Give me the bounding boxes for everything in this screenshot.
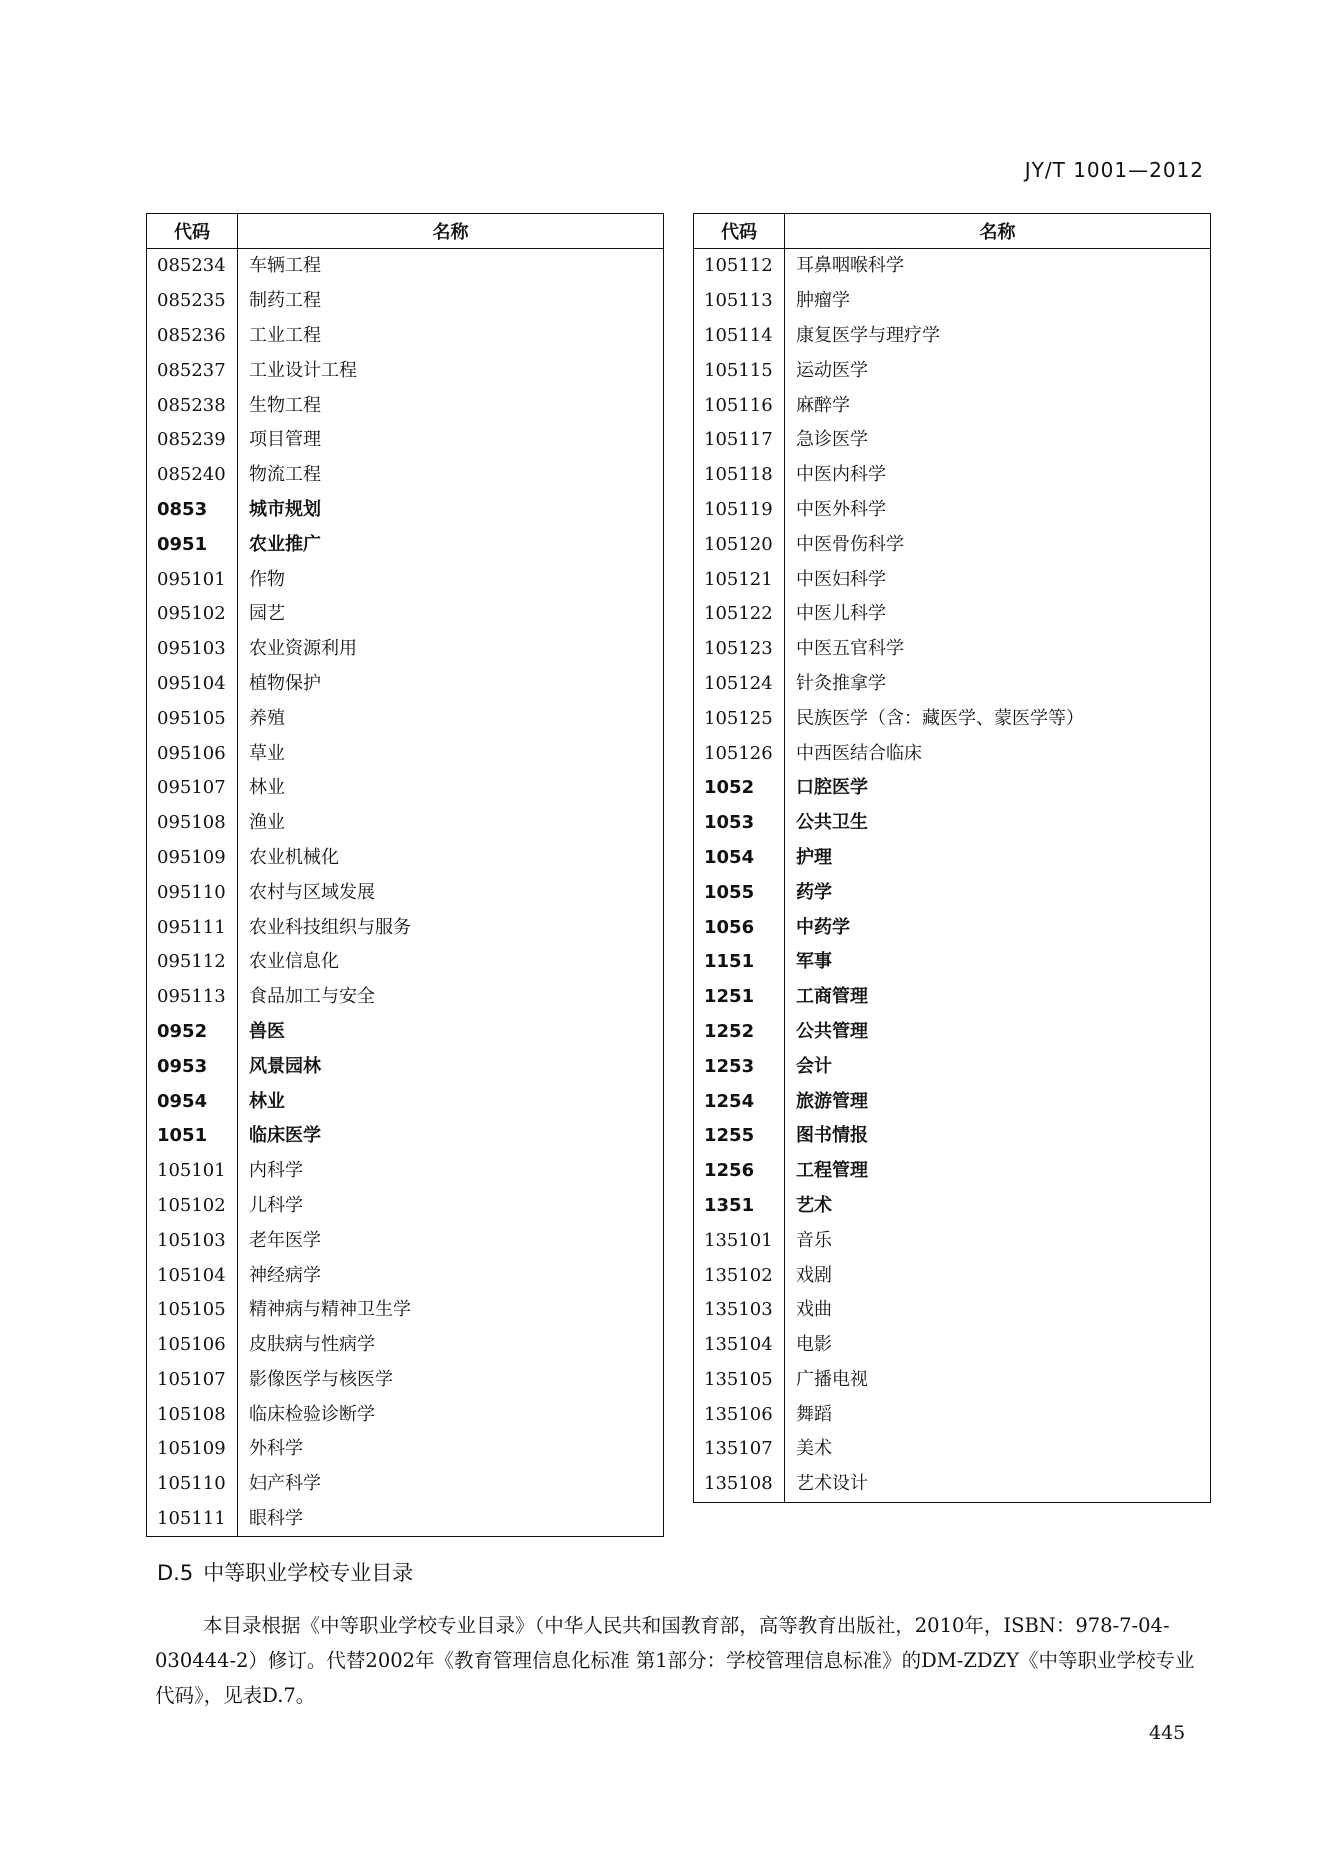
code-cell: 095106 (147, 736, 238, 771)
table-row (147, 1189, 664, 1224)
code-cell: 105114 (694, 319, 785, 354)
table-row (694, 1467, 1211, 1502)
name-cell: 口腔医学 (785, 771, 1211, 806)
table-row (694, 1049, 1211, 1084)
table-header-row (147, 214, 664, 249)
name-cell: 农业机械化 (238, 841, 664, 876)
name-cell: 音乐 (785, 1223, 1211, 1258)
code-cell: 095113 (147, 980, 238, 1015)
table-row (694, 1084, 1211, 1119)
table-row (694, 1258, 1211, 1293)
name-cell: 戏剧 (785, 1258, 1211, 1293)
table-row (147, 667, 664, 702)
name-cell: 物流工程 (238, 458, 664, 493)
code-cell: 0953 (147, 1049, 238, 1084)
name-cell: 农业资源利用 (238, 632, 664, 667)
name-cell: 针灸推拿学 (785, 667, 1211, 702)
table-row (694, 1223, 1211, 1258)
code-cell: 105107 (147, 1363, 238, 1398)
code-table-right (693, 213, 1211, 1503)
code-cell: 1254 (694, 1084, 785, 1119)
code-cell: 105113 (694, 284, 785, 319)
column-header-name: 名称 (238, 214, 664, 249)
table-row (147, 875, 664, 910)
code-cell: 105122 (694, 597, 785, 632)
code-cell: 095104 (147, 667, 238, 702)
code-cell: 095102 (147, 597, 238, 632)
table-row (694, 1293, 1211, 1328)
name-cell: 园艺 (238, 597, 664, 632)
name-cell: 美术 (785, 1432, 1211, 1467)
table-row (694, 910, 1211, 945)
name-cell: 农业科技组织与服务 (238, 910, 664, 945)
table-row (147, 249, 664, 284)
name-cell: 护理 (785, 841, 1211, 876)
code-cell: 105117 (694, 423, 785, 458)
standard-number: JY/T 1001—2012 (1024, 158, 1204, 182)
code-cell: 1256 (694, 1154, 785, 1189)
name-cell: 中医妇科学 (785, 562, 1211, 597)
code-cell: 105102 (147, 1189, 238, 1224)
name-cell: 影像医学与核医学 (238, 1363, 664, 1398)
table-row (147, 1223, 664, 1258)
table-row (147, 1119, 664, 1154)
table-row (147, 423, 664, 458)
name-cell: 工商管理 (785, 980, 1211, 1015)
name-cell: 药学 (785, 875, 1211, 910)
name-cell: 公共卫生 (785, 806, 1211, 841)
code-cell: 105104 (147, 1258, 238, 1293)
code-cell: 085236 (147, 319, 238, 354)
code-cell: 1055 (694, 875, 785, 910)
code-cell: 1053 (694, 806, 785, 841)
table-row (694, 1328, 1211, 1363)
table-row (694, 527, 1211, 562)
name-cell: 公共管理 (785, 1015, 1211, 1050)
table-row (147, 1432, 664, 1467)
name-cell: 中医内科学 (785, 458, 1211, 493)
code-cell: 105116 (694, 388, 785, 423)
name-cell: 麻醉学 (785, 388, 1211, 423)
code-cell: 105109 (147, 1432, 238, 1467)
code-cell: 105124 (694, 667, 785, 702)
table-row (694, 1189, 1211, 1224)
code-cell: 105125 (694, 701, 785, 736)
code-cell: 085237 (147, 353, 238, 388)
name-cell: 戏曲 (785, 1293, 1211, 1328)
code-cell: 1056 (694, 910, 785, 945)
name-cell: 会计 (785, 1049, 1211, 1084)
code-cell: 105111 (147, 1502, 238, 1537)
code-cell: 105123 (694, 632, 785, 667)
name-cell: 舞蹈 (785, 1397, 1211, 1432)
code-cell: 105115 (694, 353, 785, 388)
name-cell: 老年医学 (238, 1223, 664, 1258)
section-title: 中等职业学校专业目录 (203, 1561, 414, 1585)
table-row (694, 493, 1211, 528)
table-row (147, 945, 664, 980)
table-row (147, 562, 664, 597)
code-cell: 105112 (694, 249, 785, 284)
name-cell: 农业信息化 (238, 945, 664, 980)
table-row (147, 1293, 664, 1328)
code-cell: 0853 (147, 493, 238, 528)
page-number: 445 (1149, 1722, 1186, 1744)
table-row (147, 1467, 664, 1502)
name-cell: 图书情报 (785, 1119, 1211, 1154)
table-row (147, 388, 664, 423)
table-row (147, 1397, 664, 1432)
table-header-row (694, 214, 1211, 249)
code-cell: 135107 (694, 1432, 785, 1467)
table-row (694, 1015, 1211, 1050)
name-cell: 工程管理 (785, 1154, 1211, 1189)
code-cell: 105121 (694, 562, 785, 597)
name-cell: 农业推广 (238, 527, 664, 562)
table-row (147, 701, 664, 736)
name-cell: 外科学 (238, 1432, 664, 1467)
name-cell: 中医五官科学 (785, 632, 1211, 667)
name-cell: 临床检验诊断学 (238, 1397, 664, 1432)
table-row (694, 249, 1211, 284)
table-row (147, 1502, 664, 1537)
name-cell: 妇产科学 (238, 1467, 664, 1502)
table-row (147, 1328, 664, 1363)
code-cell: 095108 (147, 806, 238, 841)
code-cell: 135104 (694, 1328, 785, 1363)
code-cell: 135105 (694, 1363, 785, 1398)
code-cell: 095111 (147, 910, 238, 945)
name-cell: 军事 (785, 945, 1211, 980)
name-cell: 中医儿科学 (785, 597, 1211, 632)
name-cell: 工业设计工程 (238, 353, 664, 388)
name-cell: 广播电视 (785, 1363, 1211, 1398)
code-cell: 095110 (147, 875, 238, 910)
code-cell: 095109 (147, 841, 238, 876)
name-cell: 儿科学 (238, 1189, 664, 1224)
table-row (694, 771, 1211, 806)
code-cell: 085235 (147, 284, 238, 319)
section-heading (157, 1557, 423, 1587)
code-cell: 105106 (147, 1328, 238, 1363)
table-row (147, 980, 664, 1015)
name-cell: 渔业 (238, 806, 664, 841)
code-cell: 095107 (147, 771, 238, 806)
table-row (147, 458, 664, 493)
code-table-left (146, 213, 664, 1537)
code-cell: 135101 (694, 1223, 785, 1258)
name-cell: 养殖 (238, 701, 664, 736)
code-cell: 0952 (147, 1015, 238, 1050)
table-row (694, 980, 1211, 1015)
name-cell: 内科学 (238, 1154, 664, 1189)
name-cell: 艺术设计 (785, 1467, 1211, 1502)
name-cell: 电影 (785, 1328, 1211, 1363)
code-cell: 135102 (694, 1258, 785, 1293)
code-cell: 1251 (694, 980, 785, 1015)
table-row (694, 806, 1211, 841)
code-cell: 105126 (694, 736, 785, 771)
table-row (694, 388, 1211, 423)
name-cell: 农村与区域发展 (238, 875, 664, 910)
table-row (147, 910, 664, 945)
name-cell: 草业 (238, 736, 664, 771)
code-cell: 1252 (694, 1015, 785, 1050)
code-cell: 1151 (694, 945, 785, 980)
name-cell: 项目管理 (238, 423, 664, 458)
code-cell: 085240 (147, 458, 238, 493)
table-row (694, 1397, 1211, 1432)
table-row (694, 701, 1211, 736)
code-cell: 095101 (147, 562, 238, 597)
code-cell: 085238 (147, 388, 238, 423)
name-cell: 耳鼻咽喉科学 (785, 249, 1211, 284)
column-header-code: 代码 (694, 214, 785, 249)
table-row (694, 632, 1211, 667)
table-row (147, 493, 664, 528)
name-cell: 食品加工与安全 (238, 980, 664, 1015)
table-row (147, 771, 664, 806)
name-cell: 运动医学 (785, 353, 1211, 388)
name-cell: 康复医学与理疗学 (785, 319, 1211, 354)
table-row (147, 1049, 664, 1084)
table-row (147, 1258, 664, 1293)
name-cell: 兽医 (238, 1015, 664, 1050)
name-cell: 中医外科学 (785, 493, 1211, 528)
table-row (147, 841, 664, 876)
code-cell: 1351 (694, 1189, 785, 1224)
code-cell: 095103 (147, 632, 238, 667)
name-cell: 城市规划 (238, 493, 664, 528)
name-cell: 中药学 (785, 910, 1211, 945)
table-row (147, 353, 664, 388)
code-cell: 135103 (694, 1293, 785, 1328)
table-row (694, 353, 1211, 388)
name-cell: 林业 (238, 1084, 664, 1119)
code-cell: 1255 (694, 1119, 785, 1154)
table-row (147, 736, 664, 771)
table-row (147, 1363, 664, 1398)
name-cell: 眼科学 (238, 1502, 664, 1537)
name-cell: 作物 (238, 562, 664, 597)
name-cell: 制药工程 (238, 284, 664, 319)
code-cell: 0951 (147, 527, 238, 562)
table-row (147, 284, 664, 319)
code-cell: 105103 (147, 1223, 238, 1258)
table-row (694, 667, 1211, 702)
name-cell: 艺术 (785, 1189, 1211, 1224)
name-cell: 植物保护 (238, 667, 664, 702)
column-header-code: 代码 (147, 214, 238, 249)
column-header-name: 名称 (785, 214, 1211, 249)
name-cell: 中医骨伤科学 (785, 527, 1211, 562)
code-cell: 0954 (147, 1084, 238, 1119)
table-row (694, 1432, 1211, 1467)
code-cell: 135108 (694, 1467, 785, 1502)
table-row (147, 597, 664, 632)
table-row (694, 458, 1211, 493)
table-row (147, 1154, 664, 1189)
code-cell: 1051 (147, 1119, 238, 1154)
name-cell: 神经病学 (238, 1258, 664, 1293)
table-row (694, 319, 1211, 354)
table-row (694, 562, 1211, 597)
table-row (694, 736, 1211, 771)
code-cell: 105108 (147, 1397, 238, 1432)
table-row (147, 1015, 664, 1050)
name-cell: 急诊医学 (785, 423, 1211, 458)
table-row (147, 1084, 664, 1119)
name-cell: 中西医结合临床 (785, 736, 1211, 771)
table-row (694, 597, 1211, 632)
table-row (147, 319, 664, 354)
table-row (694, 945, 1211, 980)
code-cell: 085239 (147, 423, 238, 458)
code-cell: 105120 (694, 527, 785, 562)
table-row (147, 527, 664, 562)
code-cell: 105119 (694, 493, 785, 528)
name-cell: 肿瘤学 (785, 284, 1211, 319)
table-row (147, 632, 664, 667)
name-cell: 风景园林 (238, 1049, 664, 1084)
code-cell: 1253 (694, 1049, 785, 1084)
code-cell: 1052 (694, 771, 785, 806)
code-cell: 105101 (147, 1154, 238, 1189)
table-row (694, 1154, 1211, 1189)
name-cell: 皮肤病与性病学 (238, 1328, 664, 1363)
table-row (147, 806, 664, 841)
code-cell: 085234 (147, 249, 238, 284)
code-cell: 105105 (147, 1293, 238, 1328)
section-paragraph: 本目录根据《中等职业学校专业目录》（中华人民共和国教育部，高等教育出版社，2010年，ISBN：978-7-04-030444-2）修订。代替2002年《教育管理信息化标准 第1部分：学校管理信息标准》的DM-ZDZY《中等职业学校专业代码》，见表D.7。 (155, 1614, 1195, 1707)
table-row (694, 1363, 1211, 1398)
code-cell: 1054 (694, 841, 785, 876)
name-cell: 车辆工程 (238, 249, 664, 284)
table-row (694, 284, 1211, 319)
name-cell: 精神病与精神卫生学 (238, 1293, 664, 1328)
name-cell: 旅游管理 (785, 1084, 1211, 1119)
section-number: D.5 (157, 1561, 194, 1585)
table-row (694, 875, 1211, 910)
table-row (694, 841, 1211, 876)
table-row (694, 423, 1211, 458)
code-cell: 105118 (694, 458, 785, 493)
code-cell: 105110 (147, 1467, 238, 1502)
name-cell: 临床医学 (238, 1119, 664, 1154)
name-cell: 工业工程 (238, 319, 664, 354)
code-cell: 095105 (147, 701, 238, 736)
table-row (694, 1119, 1211, 1154)
name-cell: 林业 (238, 771, 664, 806)
code-cell: 135106 (694, 1397, 785, 1432)
code-cell: 095112 (147, 945, 238, 980)
name-cell: 生物工程 (238, 388, 664, 423)
name-cell: 民族医学（含：藏医学、蒙医学等） (785, 701, 1211, 736)
